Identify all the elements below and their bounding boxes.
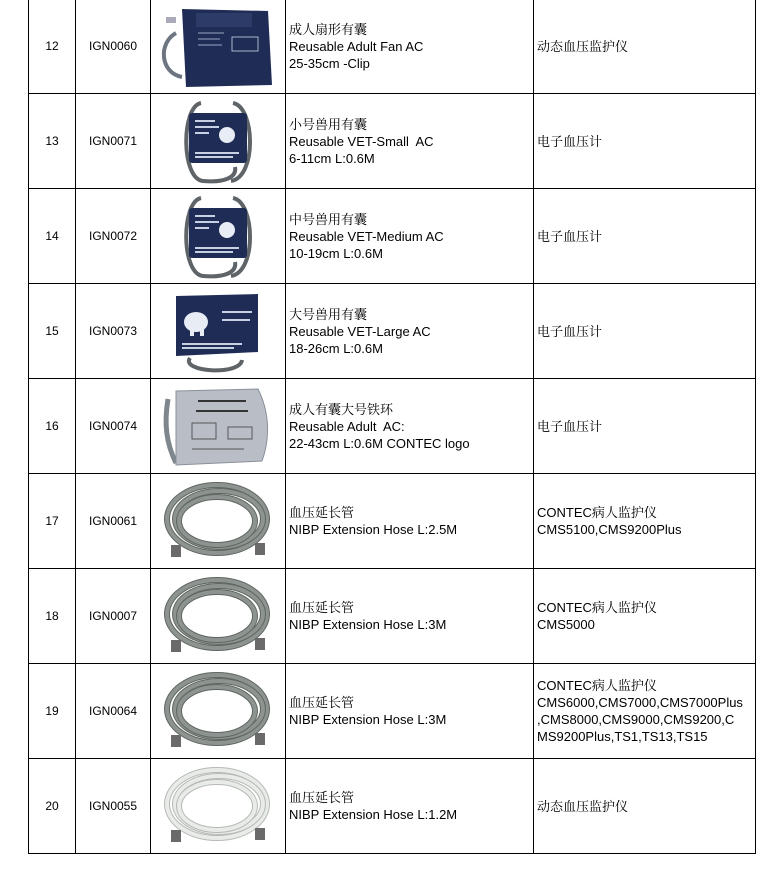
vet-small-cuff-icon	[151, 97, 285, 185]
table-row	[29, 0, 756, 94]
product-code: IGN0061	[76, 474, 151, 569]
description-line: 血压延长管	[289, 695, 355, 710]
extension-hose-icon	[151, 477, 285, 565]
product-description	[286, 474, 534, 569]
description-line: NIBP Extension Hose L:1.2M	[289, 807, 458, 822]
description-line: 6-11cm L:0.6M	[289, 150, 375, 166]
description-line: 22-43cm L:0.6M CONTEC logo	[289, 435, 470, 451]
description-line: 血压延长管	[289, 600, 355, 615]
white-extension-hose-icon	[151, 762, 285, 850]
compatible-device	[534, 379, 756, 474]
product-code: IGN0055	[76, 759, 151, 854]
product-description	[286, 94, 534, 189]
table-row	[29, 474, 756, 569]
compatible-device-line: 电子血压计	[537, 133, 603, 149]
compatible-device	[534, 189, 756, 284]
vet-large-cuff-icon	[151, 288, 285, 374]
compatible-device-line: 电子血压计	[537, 323, 603, 339]
compatible-device-line: 电子血压计	[537, 228, 603, 244]
product-image	[151, 474, 286, 569]
description-line: 血压延长管	[289, 505, 355, 520]
product-image	[151, 569, 286, 664]
row-number: 19	[29, 664, 76, 759]
product-description	[286, 664, 534, 759]
description-line: 小号兽用有囊	[289, 116, 368, 132]
row-number: 12	[29, 0, 76, 94]
description-line: 25-35cm -Clip	[289, 55, 370, 71]
product-table	[28, 0, 756, 854]
row-number: 15	[29, 284, 76, 379]
table-row	[29, 189, 756, 284]
table-row	[29, 664, 756, 759]
product-description	[286, 569, 534, 664]
vet-medium-cuff-icon	[151, 192, 285, 280]
compatible-device-line: CONTEC病人监护仪	[537, 505, 657, 520]
compatible-device-line: CMS5000	[537, 617, 595, 632]
description-line: Reusable VET-Small AC	[289, 133, 434, 149]
row-number: 14	[29, 189, 76, 284]
product-code: IGN0074	[76, 379, 151, 474]
adult-fan-cuff-icon	[151, 3, 285, 89]
description-line: 成人扇形有囊	[289, 21, 368, 37]
product-description	[286, 759, 534, 854]
compatible-device-line: 动态血压监护仪	[537, 798, 629, 814]
compatible-device	[534, 94, 756, 189]
description-line: Reusable Adult AC:	[289, 418, 405, 434]
row-number: 20	[29, 759, 76, 854]
product-code: IGN0064	[76, 664, 151, 759]
product-image	[151, 759, 286, 854]
compatible-device	[534, 474, 756, 569]
description-line: 大号兽用有囊	[289, 306, 368, 322]
row-number: 18	[29, 569, 76, 664]
compatible-device-line: MS9200Plus,TS1,TS13,TS15	[537, 729, 708, 744]
row-number: 16	[29, 379, 76, 474]
product-table-body	[29, 0, 756, 854]
compatible-device	[534, 569, 756, 664]
description-line: 血压延长管	[289, 790, 355, 805]
description-line: 10-19cm L:0.6M	[289, 245, 383, 261]
compatible-device-line: CONTEC病人监护仪	[537, 600, 657, 615]
compatible-device-line: CMS5100,CMS9200Plus	[537, 522, 682, 537]
compatible-device-line: CMS6000,CMS7000,CMS7000Plus	[537, 695, 743, 710]
product-description	[286, 379, 534, 474]
product-code: IGN0073	[76, 284, 151, 379]
compatible-device-line: CONTEC病人监护仪	[537, 678, 657, 693]
table-row	[29, 284, 756, 379]
compatible-device	[534, 0, 756, 94]
product-image	[151, 0, 286, 94]
product-image	[151, 284, 286, 379]
extension-hose-icon	[151, 667, 285, 755]
description-line: Reusable VET-Large AC	[289, 323, 431, 339]
product-image	[151, 189, 286, 284]
product-image	[151, 379, 286, 474]
product-image	[151, 94, 286, 189]
description-line: 成人有囊大号铁环	[289, 401, 394, 417]
product-description	[286, 284, 534, 379]
product-code: IGN0060	[76, 0, 151, 94]
description-line: Reusable Adult Fan AC	[289, 38, 424, 54]
compatible-device	[534, 284, 756, 379]
extension-hose-icon	[151, 572, 285, 660]
table-row	[29, 94, 756, 189]
product-code: IGN0072	[76, 189, 151, 284]
contec-adult-cuff-icon	[151, 383, 285, 469]
row-number: 17	[29, 474, 76, 569]
product-code: IGN0071	[76, 94, 151, 189]
product-image	[151, 664, 286, 759]
product-description	[286, 0, 534, 94]
product-description	[286, 189, 534, 284]
table-row	[29, 569, 756, 664]
compatible-device-line: ,CMS8000,CMS9000,CMS9200,C	[537, 712, 735, 727]
row-number: 13	[29, 94, 76, 189]
table-row	[29, 759, 756, 854]
description-line: NIBP Extension Hose L:2.5M	[289, 522, 458, 537]
description-line: NIBP Extension Hose L:3M	[289, 617, 447, 632]
compatible-device-line: 电子血压计	[537, 418, 603, 434]
product-code: IGN0007	[76, 569, 151, 664]
description-line: NIBP Extension Hose L:3M	[289, 712, 447, 727]
description-line: 中号兽用有囊	[289, 211, 368, 227]
table-row	[29, 379, 756, 474]
description-line: Reusable VET-Medium AC	[289, 228, 444, 244]
compatible-device-line: 动态血压监护仪	[537, 38, 629, 54]
compatible-device	[534, 664, 756, 759]
compatible-device	[534, 759, 756, 854]
description-line: 18-26cm L:0.6M	[289, 340, 383, 356]
